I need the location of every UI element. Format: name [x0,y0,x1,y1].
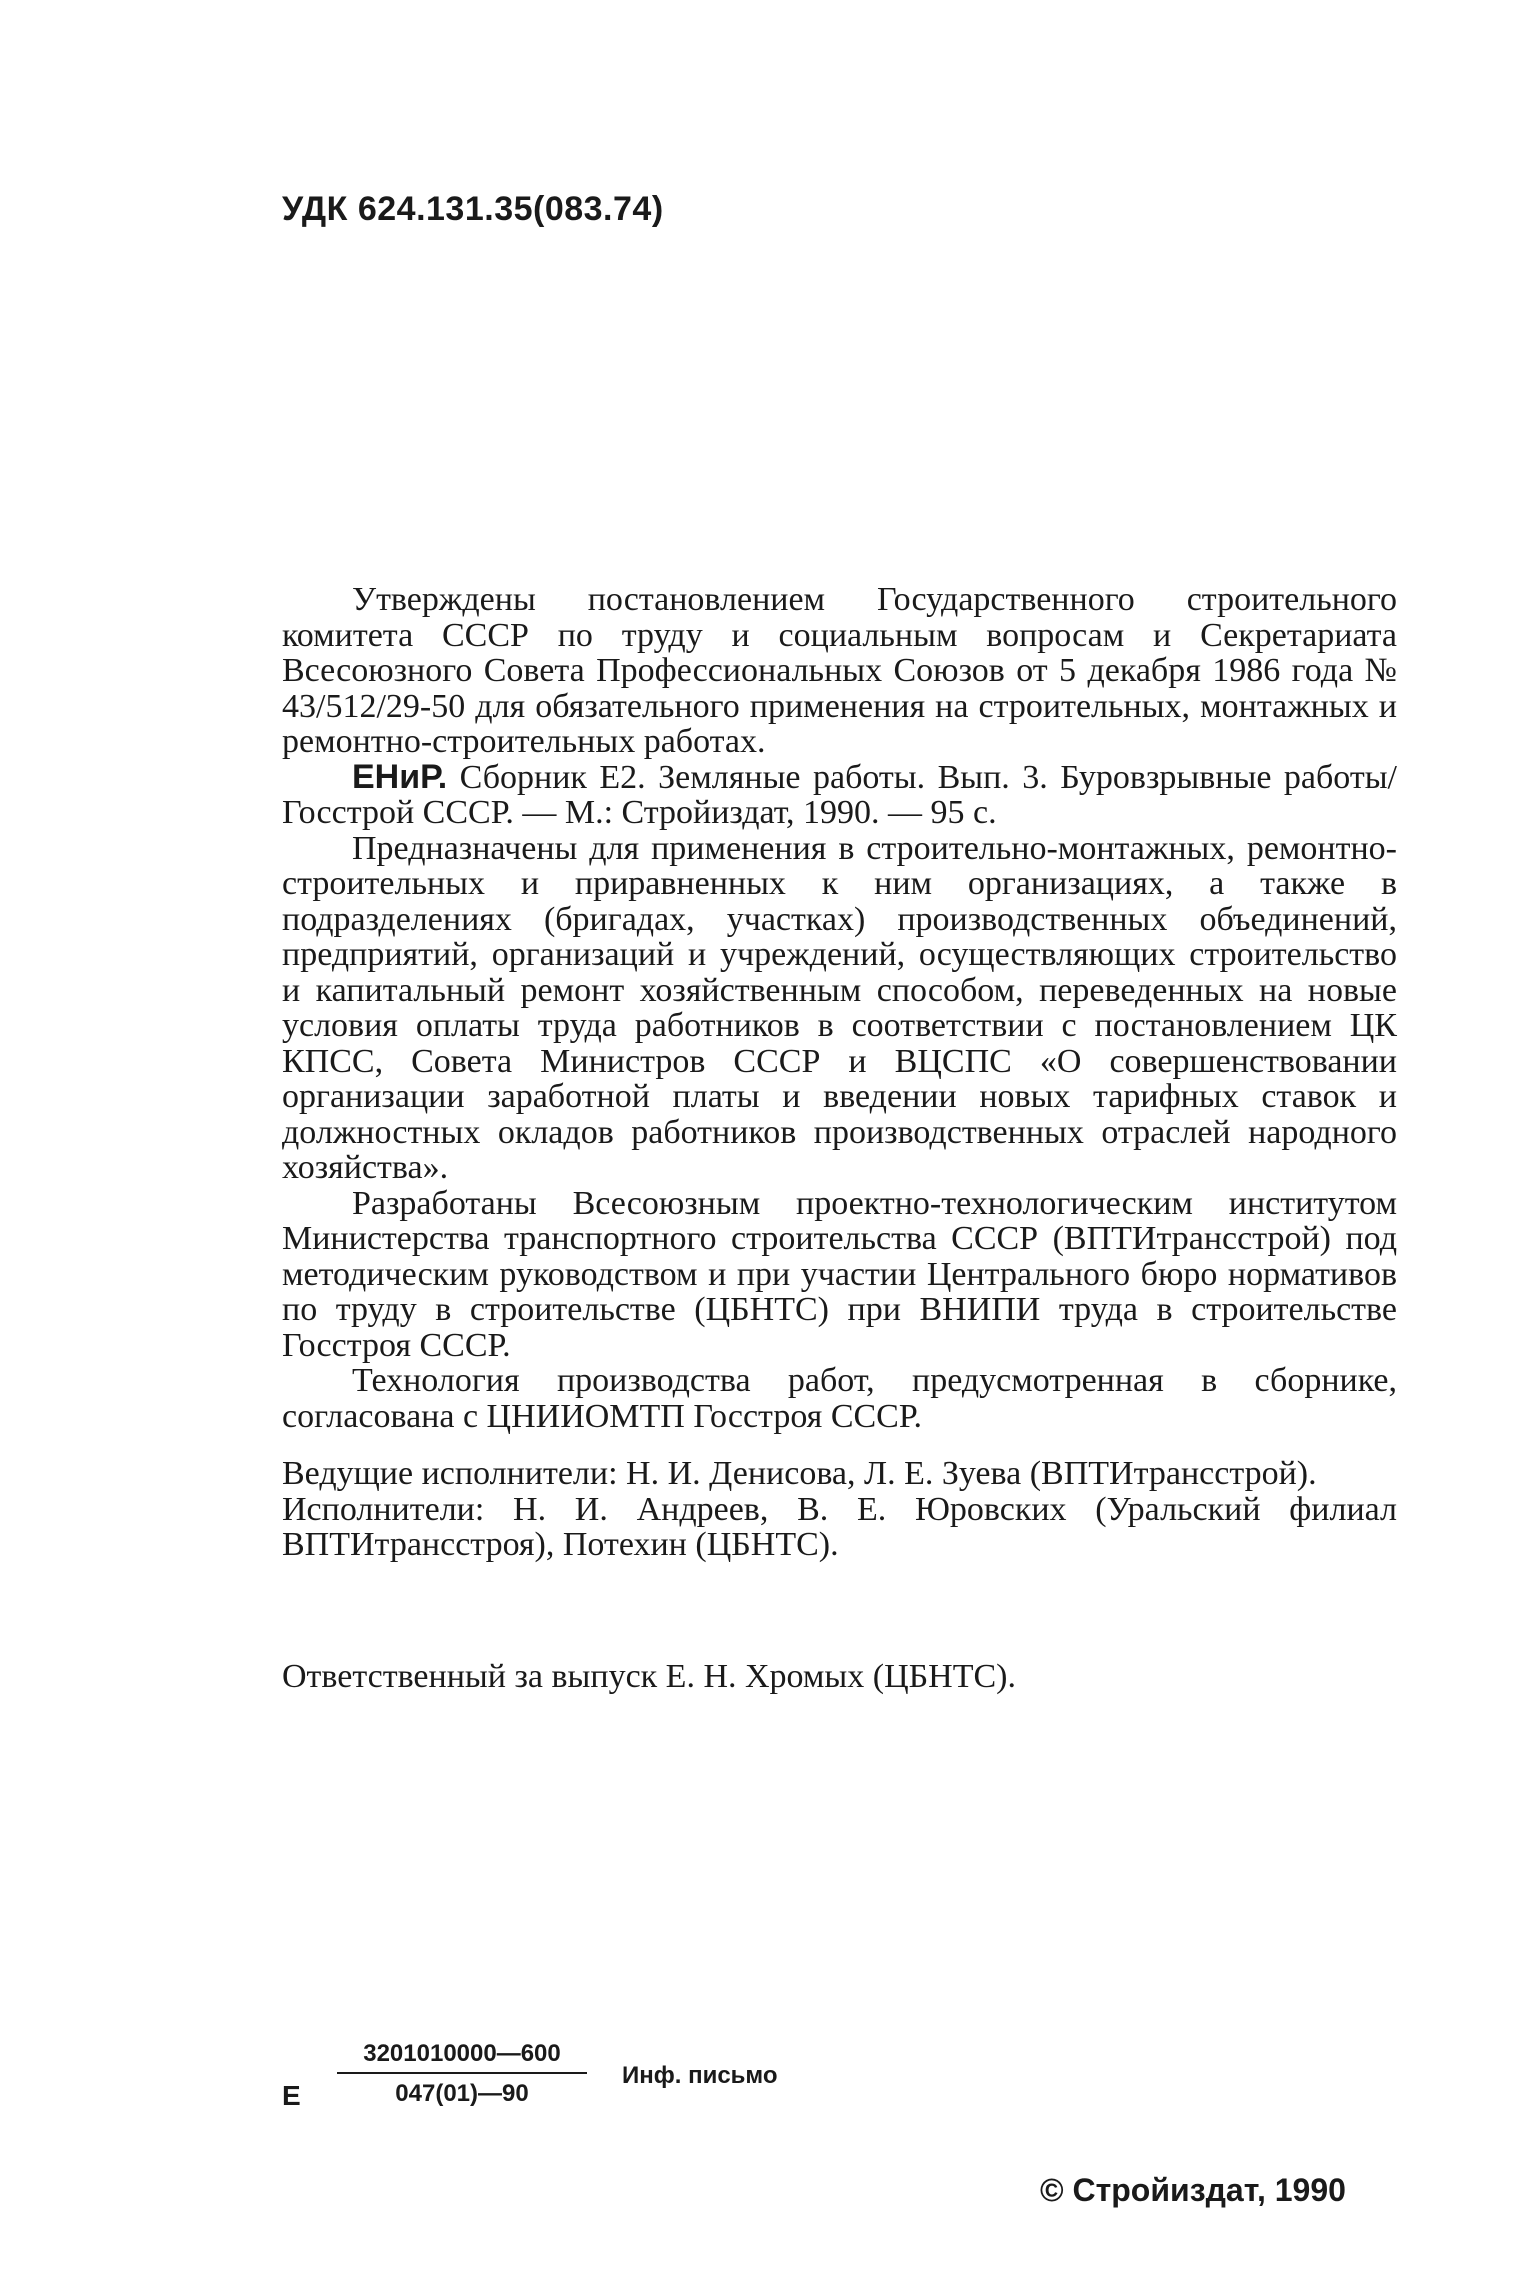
spacer [282,1434,1397,1456]
bibliographic-lead: ЕНиР. [352,757,448,796]
approval-text: Утверждены постановлением Государственного строительного комитета СССР по труду и социальным вопросам и Секретариата Всесоюзного Совета Профессиональных Союзов от 5 декабря 1986 года № 43/512/29-50 для обязательного применения на строительных, монтажных и ремонтно-строительных работах. [282,581,1397,760]
annotation-body [282,582,1397,1563]
lead-executors-text: Ведущие исполнители: Н. И. Денисова, Л. Е. Зуева (ВПТИтрансстрой). [282,1455,1317,1492]
technology-paragraph [282,1363,1397,1434]
bibliographic-text: Сборник Е2. Земляные работы. Вып. 3. Буровзрывные работы/Госстрой СССР. — М.: Стройиздат, 1990. — 95 с. [282,758,1397,831]
index-denominator: 047(01)—90 [395,2080,529,2107]
bibliographic-paragraph [282,757,1397,831]
purpose-text: Предназначены для применения в строительно-монтажных, ремонтно-строительных и приравненных к ним организациях, а также в подразделениях (бригадах, участках) производственных объединений, предприятий, организаций и учреждений, осуществляющих строительство и капитальный ремонт хозяйственным способом, переведенных на новые условия оплаты труда работников в соответствии с постановлением ЦК КПСС, Совета Министров СССР и ВЦСПС «О совершенствовании организации заработной платы и введении новых тарифных ставок и должностных окладов работников производственных отраслей народного хозяйства». [282,829,1397,1186]
technology-text: Технология производства работ, предусмотренная в сборнике, согласована с ЦНИИОМТП Госстроя СССР. [282,1362,1397,1435]
copyright-notice: © Стройиздат, 1990 [1040,2172,1346,2208]
approval-paragraph [282,582,1397,760]
publication-index [282,2040,882,2130]
responsible-editor: Ответственный за выпуск Е. Н. Хромых (ЦБНТС). [282,1658,1016,1695]
lead-executors-paragraph [282,1456,1397,1492]
developers-text: Разработаны Всесоюзным проектно-технологическим институтом Министерства транспортного строительства СССР (ВПТИтрансстрой) под методическим руководством и при участии Центрального бюро нормативов по труду в строительстве (ЦБНТС) при ВНИПИ труда в строительстве Госстроя СССР. [282,1184,1397,1364]
index-numerator: 3201010000—600 [337,2040,587,2074]
index-letter: Е [282,2080,301,2111]
purpose-paragraph [282,831,1397,1186]
executors-paragraph [282,1492,1397,1563]
index-note: Инф. письмо [622,2062,778,2089]
developers-paragraph [282,1186,1397,1364]
index-fraction [337,2040,587,2108]
executors-text: Исполнители: Н. И. Андреев, В. Е. Юровских (Уральский филиал ВПТИтрансстроя), Потехин (ЦБНТС). [282,1490,1397,1563]
udk-code: УДК 624.131.35(083.74) [282,190,664,228]
